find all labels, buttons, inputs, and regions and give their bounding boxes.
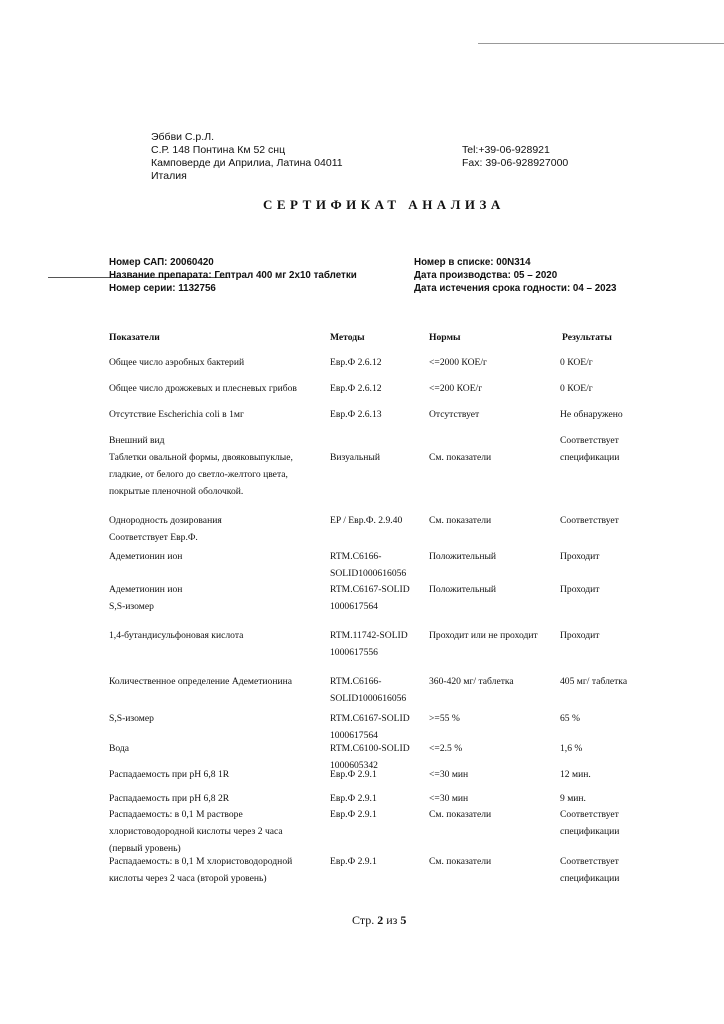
cell-line: Евр.Ф 2.9.1 (330, 793, 377, 804)
cell-param (109, 853, 324, 887)
cell-method (330, 406, 425, 423)
cell-norm (429, 354, 557, 371)
cell-line: 0 КОЕ/г (560, 383, 593, 394)
cell-line (330, 432, 425, 449)
contact-block (462, 144, 568, 170)
cell-line: Распадаемость: в 0,1 М хлористоводородной (109, 856, 293, 867)
cell-line: Однородность дозирования (109, 515, 222, 526)
cell-line: Проходит (560, 584, 600, 595)
cell-line: <=2000 КОЕ/г (429, 357, 487, 368)
cell-line: Соответствует (560, 809, 619, 820)
company-name: Эббви С.р.Л. (151, 131, 214, 143)
cell-norm (429, 806, 557, 823)
cell-line: Проходит или не проходит (429, 630, 538, 641)
cell-line: 1,4-бутандисульфоновая кислота (109, 630, 244, 641)
cell-line: <=200 КОЕ/г (429, 383, 483, 394)
cell-line: Отсутствует (429, 409, 480, 420)
cell-line: хлористоводородной кислоты через 2 часа (109, 826, 283, 837)
cell-line: Общее число дрожжевых и плесневых грибов (109, 383, 297, 394)
product-name: Название препарата: Гептрал 400 мг 2x10 таблетки (109, 270, 357, 281)
cell-method (330, 766, 425, 783)
cell-line: Распадаемость: в 0,1 М растворе (109, 809, 243, 820)
cell-norm (429, 627, 557, 644)
cell-result (560, 627, 680, 644)
cell-param (109, 581, 324, 615)
cell-param (109, 790, 324, 807)
cell-norm (429, 766, 557, 783)
cell-result (560, 710, 680, 727)
cell-line: 1,6 % (560, 743, 583, 754)
cell-result (560, 790, 680, 807)
cell-norm (429, 673, 557, 690)
cell-method (330, 548, 425, 582)
cell-line: RTM.C6167-SOLID (330, 584, 410, 595)
cell-line: Евр.Ф 2.9.1 (330, 769, 377, 780)
cell-norm (429, 512, 557, 529)
cell-line: покрытые пленочной оболочкой. (109, 486, 244, 497)
cell-line: 12 мин. (560, 769, 591, 780)
cell-method (330, 581, 425, 615)
cell-method (330, 354, 425, 371)
cell-line: SOLID1000616056 (330, 568, 407, 579)
cell-line: <=30 мин (429, 793, 469, 804)
expiry-date: Дата истечения срока годности: 04 – 2023 (414, 283, 617, 294)
current-page: 2 (377, 913, 384, 927)
cell-line: 0 КОЕ/г (560, 357, 593, 368)
cell-line: Проходит (560, 630, 600, 641)
cell-param (109, 406, 324, 423)
cell-line: RTM.C6166- (330, 551, 382, 562)
cell-norm (429, 740, 557, 757)
header-result: Результаты (562, 332, 612, 343)
company-tel: Tel:+39-06-928921 (462, 144, 550, 156)
cell-line: Таблетки овальной формы, двояковыпуклые, (109, 452, 293, 463)
cell-line: Общее число аэробных бактерий (109, 357, 245, 368)
page-separator: из (386, 913, 398, 927)
cell-line: RTM.11742-SOLID (330, 630, 408, 641)
cell-line: Евр.Ф 2.6.13 (330, 409, 382, 420)
cell-method (330, 432, 425, 466)
company-address-line1: С.Р. 148 Понтина Км 52 снц (151, 144, 286, 156)
cell-line: S,S-изомер (109, 601, 154, 612)
cell-line: гладкие, от белого до светло-желтого цвета, (109, 469, 288, 480)
cell-line: Отсутствие Escherichia coli в 1мг (109, 409, 244, 420)
cell-line: кислоты через 2 часа (второй уровень) (109, 873, 267, 884)
cell-param (109, 710, 324, 727)
cell-line: <=30 мин (429, 769, 469, 780)
cell-result (560, 673, 680, 690)
company-address-line2: Камповерде ди Априлиа, Латина 04011 (151, 157, 343, 169)
page-prefix: Стр. (352, 913, 375, 927)
cell-line: Вода (109, 743, 130, 754)
cell-line: Соответствует (560, 856, 619, 867)
cell-line: См. показатели (429, 452, 492, 463)
page-number (352, 913, 406, 928)
cell-param (109, 766, 324, 783)
cell-line: спецификации (560, 452, 620, 463)
cell-result (560, 406, 680, 423)
cell-norm (429, 581, 557, 598)
cell-line: Положительный (429, 551, 497, 562)
header-parameter: Показатели (109, 332, 160, 343)
cell-param (109, 432, 324, 500)
cell-line: RTM.C6100-SOLID (330, 743, 410, 754)
cell-line: 1000617564 (330, 730, 378, 741)
cell-param (109, 380, 324, 397)
cell-line: Соответствует (560, 515, 619, 526)
cell-line: спецификации (560, 873, 620, 884)
cell-norm (429, 432, 557, 466)
cell-param (109, 548, 324, 565)
company-country: Италия (151, 170, 187, 182)
cell-param (109, 627, 324, 644)
cell-line: S,S-изомер (109, 713, 154, 724)
cell-result (560, 853, 680, 887)
cell-norm (429, 406, 557, 423)
cell-line: Соответствует Евр.Ф. (109, 532, 198, 543)
cell-line: См. показатели (429, 856, 492, 867)
cell-line: Внешний вид (109, 435, 165, 446)
cell-method (330, 673, 425, 707)
sap-number: Номер САП: 20060420 (109, 257, 214, 268)
cell-line: Евр.Ф 2.9.1 (330, 856, 377, 867)
cell-line: (первый уровень) (109, 843, 181, 854)
company-block (151, 131, 343, 183)
cell-line: См. показатели (429, 809, 492, 820)
cell-line: 1000617556 (330, 647, 378, 658)
cell-result (560, 806, 680, 840)
cell-line: См. показатели (429, 515, 492, 526)
cell-norm (429, 380, 557, 397)
production-date: Дата производства: 05 – 2020 (414, 270, 558, 281)
cell-method (330, 790, 425, 807)
cell-norm (429, 548, 557, 565)
company-fax: Fax: 39-06-928927000 (462, 157, 569, 169)
cell-line: Количественное определение Адеметионина (109, 676, 293, 687)
cell-result (560, 380, 680, 397)
cell-method (330, 512, 425, 529)
list-number: Номер в списке: 00N314 (414, 257, 531, 268)
total-pages: 5 (400, 913, 407, 927)
cell-method (330, 710, 425, 744)
cell-norm (429, 790, 557, 807)
cell-line: Распадаемость при pH 6,8 2R (109, 793, 230, 804)
cell-method (330, 853, 425, 870)
cell-line: Соответствует (560, 435, 619, 446)
cell-line: SOLID1000616056 (330, 693, 407, 704)
cell-method (330, 380, 425, 397)
batch-number: Номер серии: 1132756 (109, 283, 216, 294)
cell-line: EP / Евр.Ф. 2.9.40 (330, 515, 403, 526)
cell-result (560, 432, 680, 466)
cell-line: Положительный (429, 584, 497, 595)
cell-norm (429, 710, 557, 727)
cell-line: 405 мг/ таблетка (560, 676, 628, 687)
cell-param (109, 354, 324, 371)
cell-result (560, 581, 680, 598)
header-norm: Нормы (429, 332, 461, 343)
cell-line (429, 432, 557, 449)
scan-artifact-line (478, 43, 724, 44)
cell-param (109, 673, 324, 690)
cell-line: 65 % (560, 713, 580, 724)
cell-line: Евр.Ф 2.6.12 (330, 383, 382, 394)
document-title: СЕРТИФИКАТ АНАЛИЗА (263, 197, 505, 212)
cell-result (560, 354, 680, 371)
cell-result (560, 740, 680, 757)
cell-line: спецификации (560, 826, 620, 837)
cell-param (109, 512, 324, 546)
cell-line: Не обнаружено (560, 409, 623, 420)
cell-line: <=2.5 % (429, 743, 463, 754)
product-info-right (414, 256, 617, 295)
cell-line: 360-420 мг/ таблетка (429, 676, 514, 687)
cell-line: RTM.C6167-SOLID (330, 713, 410, 724)
cell-param (109, 740, 324, 757)
cell-line: Визуальный (330, 452, 381, 463)
cell-line: 1000617564 (330, 601, 378, 612)
cell-line: >=55 % (429, 713, 460, 724)
cell-method (330, 806, 425, 823)
cell-line: Евр.Ф 2.6.12 (330, 357, 382, 368)
cell-line: Проходит (560, 551, 600, 562)
cell-line: RTM.C6166- (330, 676, 382, 687)
cell-result (560, 766, 680, 783)
cell-line: Адеметионин ион (109, 584, 183, 595)
cell-line: Распадаемость при pH 6,8 1R (109, 769, 230, 780)
cell-param (109, 806, 324, 857)
cell-line: Евр.Ф 2.9.1 (330, 809, 377, 820)
cell-line: 9 мин. (560, 793, 586, 804)
cell-norm (429, 853, 557, 870)
cell-result (560, 548, 680, 565)
cell-line: Адеметионин ион (109, 551, 183, 562)
product-info-left (109, 256, 357, 295)
cell-result (560, 512, 680, 529)
cell-line: 1000605342 (330, 760, 378, 771)
cell-method (330, 627, 425, 661)
header-method: Методы (330, 332, 365, 343)
